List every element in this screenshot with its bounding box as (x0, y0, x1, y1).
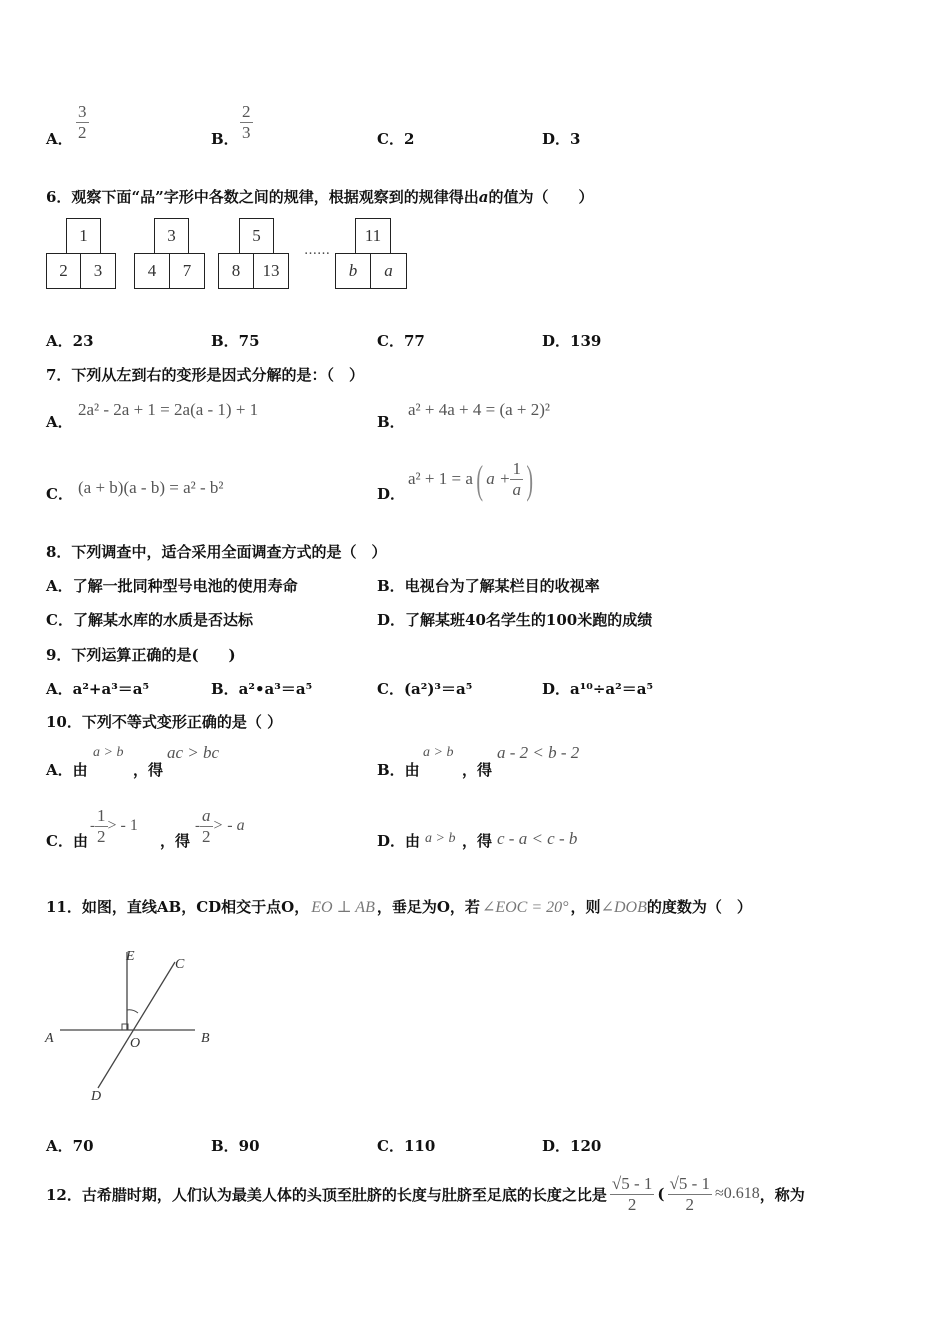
d-inner-var: a + (486, 469, 511, 488)
q9-option-c: C．(a²)³＝a⁵ (377, 680, 473, 698)
q10-option-b-mid: ，得 (462, 761, 493, 779)
pin-right-box: 3 (80, 253, 116, 289)
q6-option-b: B．75 (211, 332, 260, 350)
q6-variable: a (478, 188, 489, 206)
expr-eo-perp-ab: EO ⊥ AB (311, 898, 375, 916)
frac-denominator: 3 (242, 123, 251, 142)
q7-option-d-expression (408, 456, 536, 502)
label-d: D (91, 1089, 102, 1104)
pin-left-box: 4 (134, 253, 170, 289)
stem-part: 的度数为（ ） (646, 898, 752, 916)
angle-arc (127, 1010, 138, 1013)
q5-option-b-label: B． (211, 130, 239, 148)
result-tail: > - a (212, 817, 245, 834)
frac-numerator: 3 (78, 102, 87, 121)
frac-denominator: 2 (627, 1194, 637, 1214)
expr-angle-dob: ∠DOB (600, 898, 647, 916)
line-cd (98, 962, 175, 1088)
label-b: B (201, 1031, 210, 1046)
q11-option-b: B．90 (211, 1137, 260, 1155)
q7-option-a-expression: 2a² - 2a + 1 = 2a(a - 1) + 1 (78, 400, 259, 419)
frac-denominator: 2 (78, 123, 87, 142)
sign: - (90, 817, 95, 834)
q6-option-a: A．23 (46, 332, 94, 350)
pin-left-box: 8 (218, 253, 254, 289)
q5-option-b-fraction (240, 102, 253, 143)
pin-top-box: 5 (239, 218, 274, 254)
frac-denominator: 2 (97, 826, 106, 846)
q10-option-b-condition: a > b (423, 745, 454, 760)
figure-ellipsis: …… (304, 243, 330, 258)
paren-left: ( (476, 456, 483, 502)
stem-part: ，则 (570, 898, 601, 916)
q8-option-c: C．了解某水库的水质是否达标 (46, 611, 253, 629)
q11-option-d: D．120 (542, 1137, 602, 1155)
d-left-expression: a² + 1 = a (408, 469, 473, 488)
q7-option-d-label: D． (377, 485, 406, 503)
pin-right-box: a (370, 253, 407, 289)
q10-option-d-result: c - a < c - b (497, 829, 578, 848)
frac-denominator: 2 (685, 1194, 694, 1214)
q10-option-c-result (195, 802, 245, 850)
q10-option-b-label: B．由 (377, 761, 420, 779)
q7-option-a-label: A． (46, 413, 73, 431)
paren-open: ( (657, 1185, 665, 1203)
q10-option-c-mid: ，得 (160, 832, 191, 850)
q10-option-d-mid: ，得 (462, 832, 493, 850)
option-label: D． (542, 130, 571, 148)
frac-denominator: 2 (202, 826, 211, 846)
q10-option-c-label: C．由 (46, 832, 88, 850)
pin-left-box: b (335, 253, 371, 289)
q10-option-b-result: a - 2 < b - 2 (497, 743, 580, 762)
label-e: E (126, 949, 135, 964)
q6-option-d: D．139 (542, 332, 602, 350)
pin-left-box: 2 (46, 253, 81, 289)
approx-value: ≈0.618 (715, 1185, 760, 1202)
q11-stem (46, 896, 752, 917)
q7-option-b-label: B． (377, 413, 405, 431)
stem-part: 11．如图，直线AB，CD相交于点O， (46, 898, 310, 916)
q5-option-d (542, 128, 580, 149)
q5-option-a-label: A． (46, 130, 73, 148)
q9-stem: 9．下列运算正确的是( ) (46, 646, 236, 664)
pin-right-box: 7 (169, 253, 205, 289)
paren-right: ) (526, 456, 533, 502)
q10-option-a-label: A．由 (46, 761, 88, 779)
frac-numerator: 1 (512, 458, 521, 478)
stem-part: ，垂足为O，若 (376, 898, 480, 916)
q5-option-c (377, 128, 414, 149)
q11-option-c: C．110 (377, 1137, 436, 1155)
option-value: 2 (403, 130, 415, 148)
q10-stem: 10．下列不等式变形正确的是（ ） (46, 713, 283, 731)
q6-stem-tail: 的值为（ ） (488, 188, 594, 206)
frac-numerator: 2 (242, 102, 251, 121)
pin-right-box: 13 (253, 253, 289, 289)
frac-numerator: 1 (97, 805, 106, 825)
q10-option-d-condition: a > b (425, 831, 456, 846)
label-c: C (175, 957, 185, 972)
q8-option-b: B．电视台为了解某栏目的收视率 (377, 577, 600, 595)
q6-option-c: C．77 (377, 332, 425, 350)
frac-numerator: √5 - 1 (669, 1173, 710, 1193)
q7-stem: 7．下列从左到右的变形是因式分解的是：（ ） (46, 366, 364, 384)
q11-option-a: A．70 (46, 1137, 94, 1155)
frac-denominator: a (512, 479, 521, 499)
pin-top-box: 1 (66, 218, 101, 254)
expr-angle-eoc: ∠EOC = 20° (481, 898, 569, 916)
label-o: O (130, 1036, 141, 1051)
q6-stem-text: 6．观察下面“品”字形中各数之间的规律，根据观察到的规律得出 (46, 188, 479, 206)
pin-top-box: 3 (154, 218, 189, 254)
q8-option-a: A．了解一批同种型号电池的使用寿命 (46, 577, 298, 595)
q10-option-d-label: D．由 (377, 832, 421, 850)
q9-option-a: A．a²+a³＝a⁵ (46, 680, 150, 698)
sign: - (195, 817, 200, 834)
q12-stem (46, 1168, 805, 1220)
q5-option-a-fraction (76, 102, 89, 143)
stem-part: ，称为 (759, 1185, 805, 1204)
frac-numerator: √5 - 1 (611, 1173, 653, 1193)
condition-tail: > - 1 (107, 817, 138, 834)
pin-top-box: 11 (355, 218, 391, 254)
q7-option-c-expression: (a + b)(a - b) = a² - b² (78, 478, 224, 497)
option-label: C． (377, 130, 404, 148)
q7-option-b-expression: a² + 4a + 4 = (a + 2)² (408, 400, 551, 419)
q10-option-a-mid: ，得 (133, 761, 164, 779)
q7-option-c-label: C． (46, 485, 73, 503)
stem-part: 12．古希腊时期，人们认为最美人体的头顶至肚脐的长度与肚脐至足底的长度之比是 (46, 1185, 607, 1204)
q8-option-d: D．了解某班40名学生的100米跑的成绩 (377, 611, 653, 629)
q6-stem (46, 186, 593, 207)
q8-stem: 8．下列调查中，适合采用全面调查方式的是（ ） (46, 543, 387, 561)
q10-option-a-result: ac > bc (167, 743, 220, 762)
q10-option-c-condition (90, 802, 138, 850)
q9-option-d: D．a¹⁰÷a²＝a⁵ (542, 680, 654, 698)
frac-numerator: a (202, 805, 211, 825)
q11-figure (40, 940, 230, 1110)
q9-option-b: B．a²•a³＝a⁵ (211, 680, 313, 698)
option-value: 3 (570, 130, 581, 148)
label-a: A (45, 1031, 54, 1046)
q10-option-a-condition: a > b (93, 745, 124, 760)
